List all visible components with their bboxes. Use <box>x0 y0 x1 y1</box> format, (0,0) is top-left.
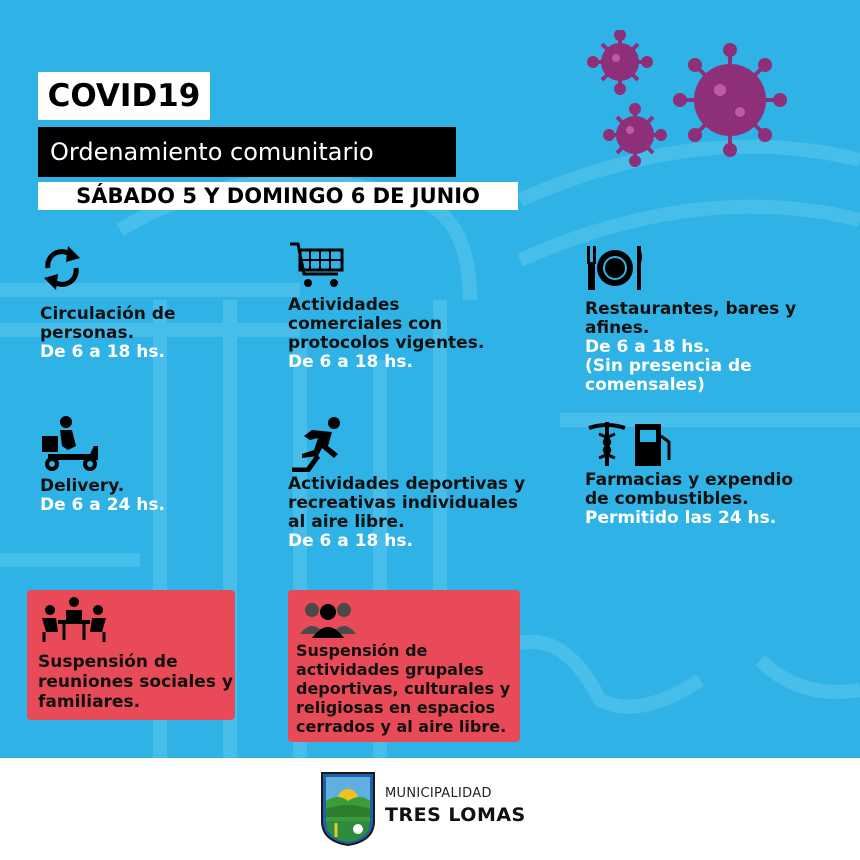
deportivas-text: Actividades deportivas y recreativas individuales al aire libre. <box>288 474 526 532</box>
refresh-icon <box>40 242 84 294</box>
farmacias-text: Farmacias y expendio de combustibles. <box>585 470 794 509</box>
runner-icon <box>288 416 348 472</box>
date-banner: SÁBADO 5 Y DOMINGO 6 DE JUNIO <box>38 182 518 210</box>
meeting-table-icon <box>38 596 110 642</box>
circulacion-item <box>40 305 240 362</box>
pharmacy-fuel-icon <box>585 420 675 468</box>
restaurantes-hours: De 6 a 18 hs. <box>585 337 710 357</box>
group-people-icon <box>300 600 356 638</box>
farmacias-item <box>585 471 815 528</box>
circulacion-hours: De 6 a 18 hs. <box>40 342 165 362</box>
comerciales-item <box>288 296 508 372</box>
deportivas-hours: De 6 a 18 hs. <box>288 531 413 551</box>
comerciales-hours: De 6 a 18 hs. <box>288 352 413 372</box>
page-subtitle: Ordenamiento comunitario <box>38 127 456 177</box>
restaurantes-text: Restaurantes, bares y afines. <box>585 299 797 338</box>
delivery-item <box>40 477 240 515</box>
municipal-shield-logo <box>320 771 376 847</box>
delivery-text: Delivery. <box>40 476 125 496</box>
plate-cutlery-icon <box>585 244 645 292</box>
restaurantes-note: (Sin presencia de comensales) <box>585 356 752 395</box>
delivery-scooter-icon <box>40 416 102 474</box>
comerciales-text: Actividades comerciales con protocolos vigentes. <box>288 295 485 353</box>
circulacion-text: Circulación de personas. <box>40 304 176 343</box>
restaurantes-item <box>585 300 805 395</box>
deportivas-item <box>288 475 538 551</box>
farmacias-hours: Permitido las 24 hs. <box>585 508 777 528</box>
suspension-reuniones-text: Suspensión de reuniones sociales y familiares. <box>38 652 233 712</box>
delivery-hours: De 6 a 24 hs. <box>40 495 165 515</box>
suspension-grupales-text: Suspensión de actividades grupales deportivas, culturales y religiosas en espacios cerrados y al aire libre. <box>296 641 511 736</box>
footer-line1: MUNICIPALIDAD <box>385 786 492 801</box>
footer-line2: TRES LOMAS <box>385 804 526 826</box>
shopping-cart-icon <box>288 240 346 290</box>
page-title: COVID19 <box>38 72 210 120</box>
virus-icon <box>580 30 790 190</box>
